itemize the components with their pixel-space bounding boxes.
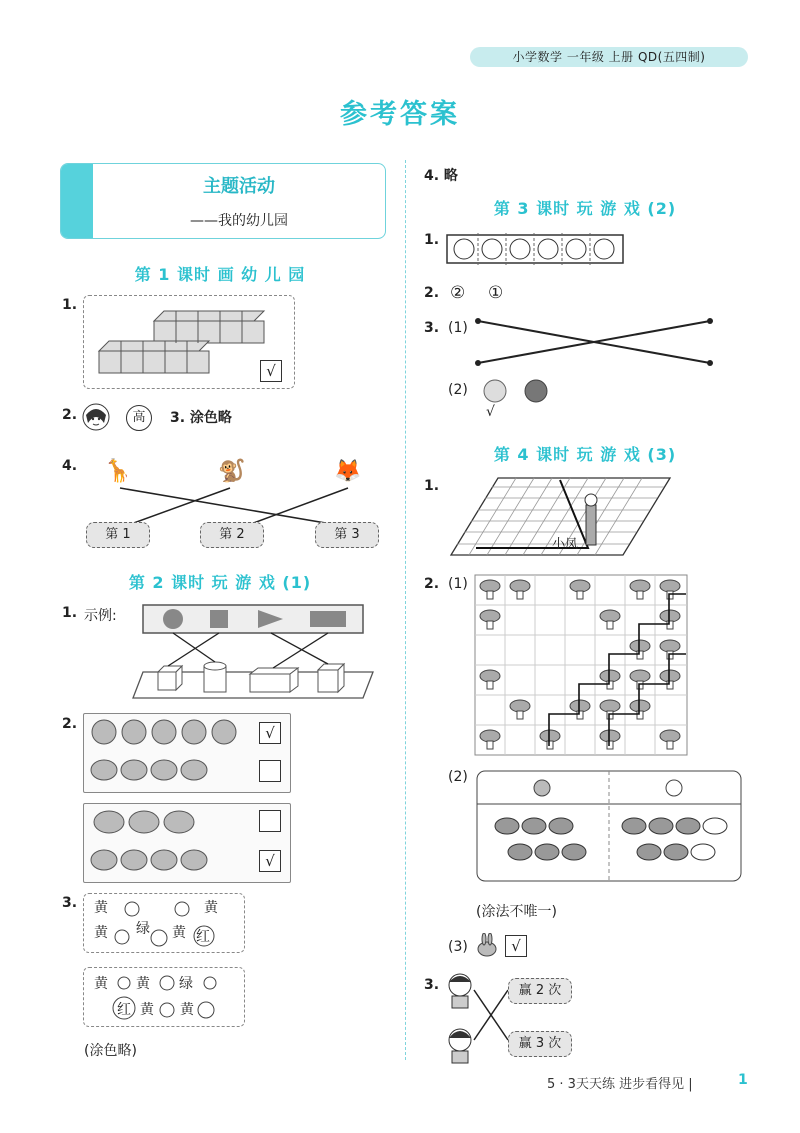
mushroom-stem [487, 621, 493, 629]
mushroom-stem [487, 681, 493, 689]
mushroom-stem [577, 711, 583, 719]
mushroom-stem [667, 741, 673, 749]
mushroom-stem [607, 711, 613, 719]
win-count-tag-2: 赢 3 次 [508, 1031, 572, 1057]
l2-q1-example-label: 示例: [84, 608, 117, 624]
l3-q2-answer-a: ② [450, 283, 466, 303]
mushroom-icon [480, 730, 500, 742]
fruit-label: 绿 [179, 976, 193, 992]
l4-q2-checkbox: √ [505, 935, 527, 957]
rabbit-icon [474, 933, 500, 959]
rank-tag-1: 第 1 [86, 522, 150, 548]
l1-q2-number: 2. [62, 407, 78, 423]
fruit-label: 绿 [136, 921, 150, 937]
mushroom-stem [517, 711, 523, 719]
mushroom-icon [510, 580, 530, 592]
fruit-label: 黄 [180, 1002, 194, 1018]
footer-slogan: 5 · 3天天练 进步看得见 | [547, 1077, 693, 1092]
mushroom-icon [600, 700, 620, 712]
mushroom-icon [630, 640, 650, 652]
monkey-icon: 🐒 [218, 459, 246, 484]
mushroom-stem [547, 741, 553, 749]
l2-q3-number: 3. [62, 895, 78, 911]
mushroom-stem [607, 621, 613, 629]
mushroom-icon [660, 670, 680, 682]
fruit-label: 黄 [172, 925, 186, 941]
mushroom-icon [570, 580, 590, 592]
lesson-2-heading: 第 2 课时 玩 游 戏 (1) [128, 573, 312, 592]
theme-subtitle: ——我的幼儿园 [190, 213, 288, 229]
fruit-label: 黄 [204, 900, 218, 916]
mushroom-icon [660, 640, 680, 652]
mushroom-stem [637, 591, 643, 599]
mushroom-stem [637, 651, 643, 659]
mushroom-icon [600, 670, 620, 682]
fruit-label: 黄 [94, 976, 108, 992]
l2-q2-checkbox-2 [259, 760, 281, 782]
mushroom-icon [660, 730, 680, 742]
giraffe-icon: 🦒 [104, 459, 132, 484]
l1-q1-image-frame [83, 295, 295, 389]
crossing-lines [470, 315, 720, 370]
mushroom-stem [487, 741, 493, 749]
fruit-sequence-2 [84, 968, 244, 1026]
page-title: 参考答案 [340, 99, 460, 130]
fruit-sequence-1 [84, 894, 244, 952]
l4-q1-person-name: 小凤 [552, 537, 579, 552]
mushroom-icon [480, 670, 500, 682]
l2-q2-checkbox-3 [259, 810, 281, 832]
mushroom-stem [487, 591, 493, 599]
fruit-label: 黄 [94, 900, 108, 916]
l2-q2-checkbox-4: √ [259, 850, 281, 872]
l3-q2-number: 2. [424, 285, 440, 301]
l2-q2-group-a [83, 713, 291, 793]
l1-q1-checkbox: √ [260, 360, 282, 382]
rank-tag-2: 第 2 [200, 522, 264, 548]
mushroom-icon [630, 700, 650, 712]
subject-grade-pill: 小学数学 一年级 上册 QD(五四制) [470, 47, 748, 67]
mushroom-stem [667, 591, 673, 599]
rolls-and-burgers-b [84, 804, 254, 882]
fruit-label: 黄 [136, 976, 150, 992]
l3-q1-number: 1. [424, 232, 440, 248]
l4-q2-note: (涂法不唯一) [476, 904, 557, 920]
mushroom-grid [474, 574, 694, 756]
mushroom-stem [667, 681, 673, 689]
circles-strip [446, 233, 626, 265]
lesson-4-heading: 第 4 课时 玩 游 戏 (3) [493, 445, 677, 464]
fox-icon: 🦊 [334, 459, 362, 484]
mushroom-icon [480, 580, 500, 592]
l1-q3-text: 3. 涂色略 [170, 410, 232, 426]
square-shape [210, 610, 228, 628]
page-number: 1 [738, 1072, 748, 1088]
l4-q1-number: 1. [424, 478, 440, 494]
fruit-label: 红 [196, 929, 210, 945]
win-count-tag-1: 赢 2 次 [508, 978, 572, 1004]
fruit-label: 红 [117, 1002, 131, 1018]
mushroom-stem [637, 711, 643, 719]
l4-q3-number: 3. [424, 977, 440, 993]
l4-q2-part1: (1) [448, 576, 468, 592]
mushroom-icon [540, 730, 560, 742]
l1-q1-number: 1. [62, 297, 78, 313]
mushroom-stem [667, 651, 673, 659]
mushroom-icon [630, 580, 650, 592]
l4-q2-part2: (2) [448, 769, 468, 785]
l2-q2-checkbox-1: √ [259, 722, 281, 744]
mushroom-stem [577, 591, 583, 599]
l4-q2-part3: (3) [448, 939, 468, 955]
fruit-label: 黄 [140, 1002, 154, 1018]
theme-title: 主题活动 [203, 176, 275, 197]
circle-shape [163, 609, 183, 629]
mushroom-icon [600, 730, 620, 742]
l2-q3-box-1 [83, 893, 245, 953]
mushroom-stem [517, 591, 523, 599]
l3-q2-answer-b: ① [488, 283, 504, 303]
r-q4-text: 4. 略 [424, 168, 458, 184]
two-balls [478, 376, 558, 406]
fruit-label: 黄 [94, 925, 108, 941]
l3-q3-part2: (2) [448, 382, 468, 398]
l4-q2-number: 2. [424, 576, 440, 592]
mushroom-icon [630, 670, 650, 682]
rectangle-shape [310, 611, 346, 627]
column-divider [405, 160, 406, 1060]
girl-face-icon [82, 403, 110, 431]
l2-q2-number: 2. [62, 716, 78, 732]
lesson-1-heading: 第 1 课时 画 幼 儿 园 [134, 265, 306, 284]
mushroom-icon [600, 610, 620, 622]
l3-q3-check: √ [486, 404, 495, 420]
shape-solid-matching [128, 600, 383, 705]
l1-q2-answer-circle: 高 [126, 405, 152, 431]
l3-q3-number: 3. [424, 320, 440, 336]
mushroom-stem [637, 681, 643, 689]
l2-q3-note: (涂色略) [84, 1043, 137, 1059]
theme-box [60, 163, 386, 239]
rank-tag-3: 第 3 [315, 522, 379, 548]
mushroom-icon [660, 580, 680, 592]
l2-q2-group-b [83, 803, 291, 883]
theme-accent-bar [61, 164, 93, 238]
lesson-3-heading: 第 3 课时 玩 游 戏 (2) [493, 199, 677, 218]
mushroom-stem [607, 741, 613, 749]
mushroom-panels [474, 766, 746, 886]
l2-q3-box-2 [83, 967, 245, 1027]
l2-q1-number: 1. [62, 605, 78, 621]
mushroom-icon [660, 610, 680, 622]
mushroom-stem [607, 681, 613, 689]
l3-q3-part1: (1) [448, 320, 468, 336]
mushroom-icon [480, 610, 500, 622]
l1-q4-number: 4. [62, 458, 78, 474]
rolls-and-burgers-a [84, 714, 254, 792]
mushroom-stem [667, 621, 673, 629]
mushroom-icon [570, 700, 590, 712]
mushroom-icon [510, 700, 530, 712]
